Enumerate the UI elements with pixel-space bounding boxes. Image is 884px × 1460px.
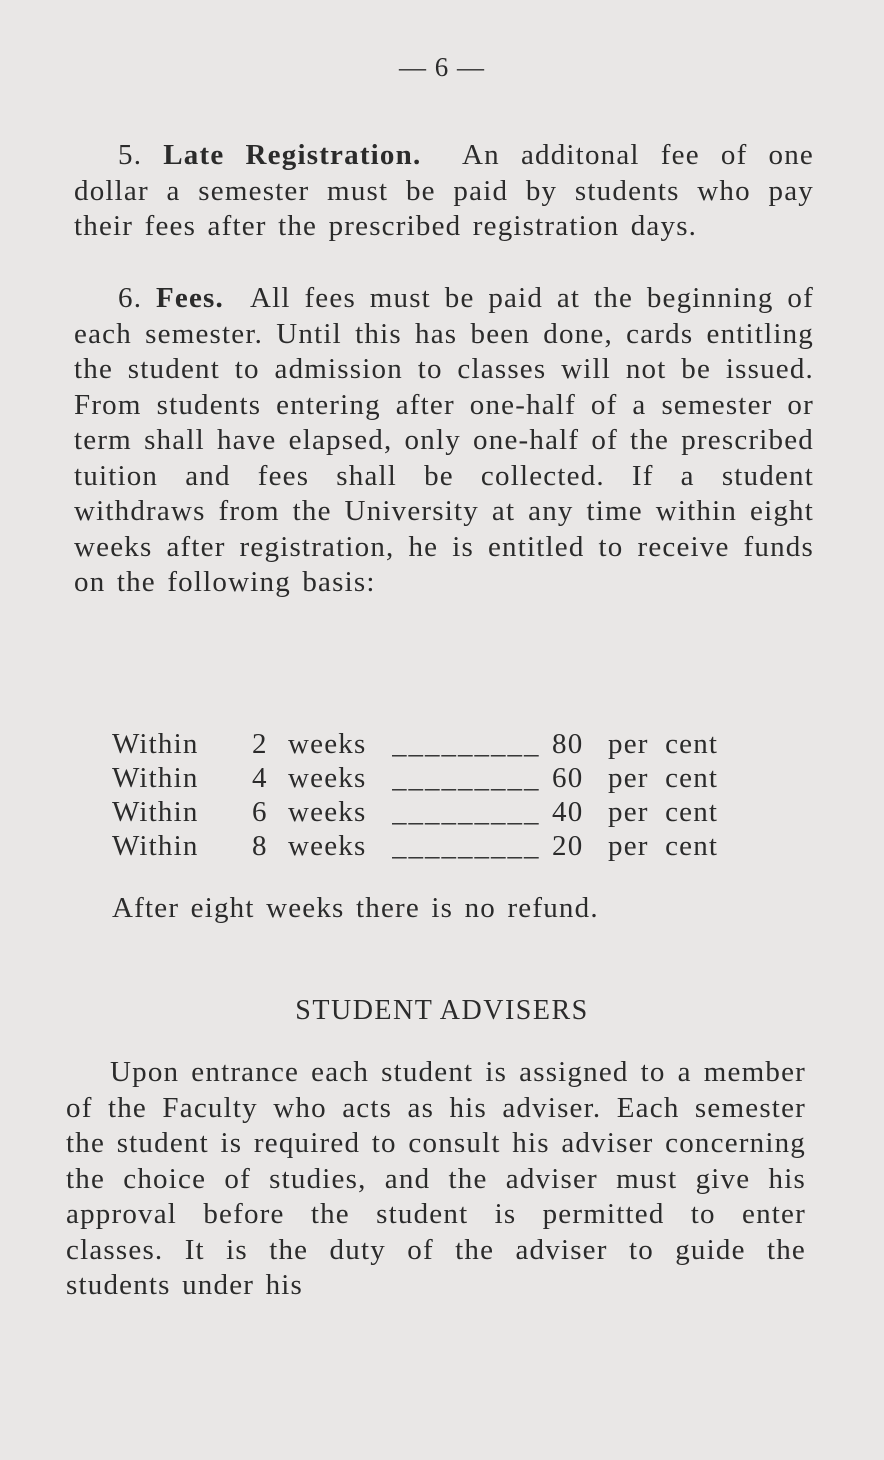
section-number: 6. xyxy=(118,282,143,314)
section-text: All fees must be paid at the beginning of each semester. Until this has been done, cards entitling the student to admission to classes will not be issued. From students entering after one-half of a semester or term shall have elapsed, only one-half of the prescribed tuition and fees shall be collected. If a student withdraws from the University at any time within eight weeks after registration, he is entitled to receive funds on the following basis: xyxy=(74,282,814,598)
paragraph-late-registration xyxy=(74,138,814,245)
refund-unit-word: weeks xyxy=(288,830,367,862)
section-number: 5. xyxy=(118,139,143,171)
refund-row xyxy=(112,727,792,761)
refund-table xyxy=(112,727,792,863)
refund-row xyxy=(112,761,792,795)
paragraph-fees xyxy=(74,281,814,601)
refund-unit-word: weeks xyxy=(288,728,367,760)
refund-label: Within xyxy=(112,796,199,828)
refund-leader: _________ xyxy=(392,796,541,828)
refund-percent: 60 xyxy=(552,762,584,794)
refund-unit-word: weeks xyxy=(288,762,367,794)
refund-leader: _________ xyxy=(392,728,541,760)
refund-weeks: 4 xyxy=(252,762,268,794)
refund-leader: _________ xyxy=(392,830,541,862)
section-late-registration xyxy=(74,138,814,245)
refund-per-cent: per cent xyxy=(608,762,719,794)
refund-row xyxy=(112,795,792,829)
refund-label: Within xyxy=(112,830,199,862)
refund-percent: 80 xyxy=(552,728,584,760)
refund-row xyxy=(112,829,792,863)
refund-per-cent: per cent xyxy=(608,796,719,828)
section-heading: Late Registration. xyxy=(163,139,422,171)
refund-weeks: 6 xyxy=(252,796,268,828)
refund-note: After eight weeks there is no refund. xyxy=(112,892,599,924)
refund-percent: 40 xyxy=(552,796,584,828)
page-number: — 6 — xyxy=(399,52,485,82)
student-advisers-heading: STUDENT ADVISERS xyxy=(295,995,589,1026)
refund-percent: 20 xyxy=(552,830,584,862)
paragraph-advisers: Upon entrance each student is assigned to a member of the Faculty who acts as his adviser. Each semester the student is required to consult his adviser concerning the choice of studies, and the adviser must give his approval before the student is permitted to enter classes. It is the duty of the adviser to guide the students under his xyxy=(66,1056,806,1301)
section-text: An additonal fee of one dollar a semester must be paid by students who pay their fees after the prescribed registration days. xyxy=(74,139,814,242)
section-heading: Fees. xyxy=(155,282,224,314)
section-fees xyxy=(74,281,814,601)
refund-leader: _________ xyxy=(392,762,541,794)
refund-label: Within xyxy=(112,762,199,794)
refund-unit-word: weeks xyxy=(288,796,367,828)
refund-label: Within xyxy=(112,728,199,760)
refund-weeks: 2 xyxy=(252,728,268,760)
refund-weeks: 8 xyxy=(252,830,268,862)
refund-per-cent: per cent xyxy=(608,728,719,760)
refund-per-cent: per cent xyxy=(608,830,719,862)
section-student-advisers xyxy=(66,1055,806,1304)
